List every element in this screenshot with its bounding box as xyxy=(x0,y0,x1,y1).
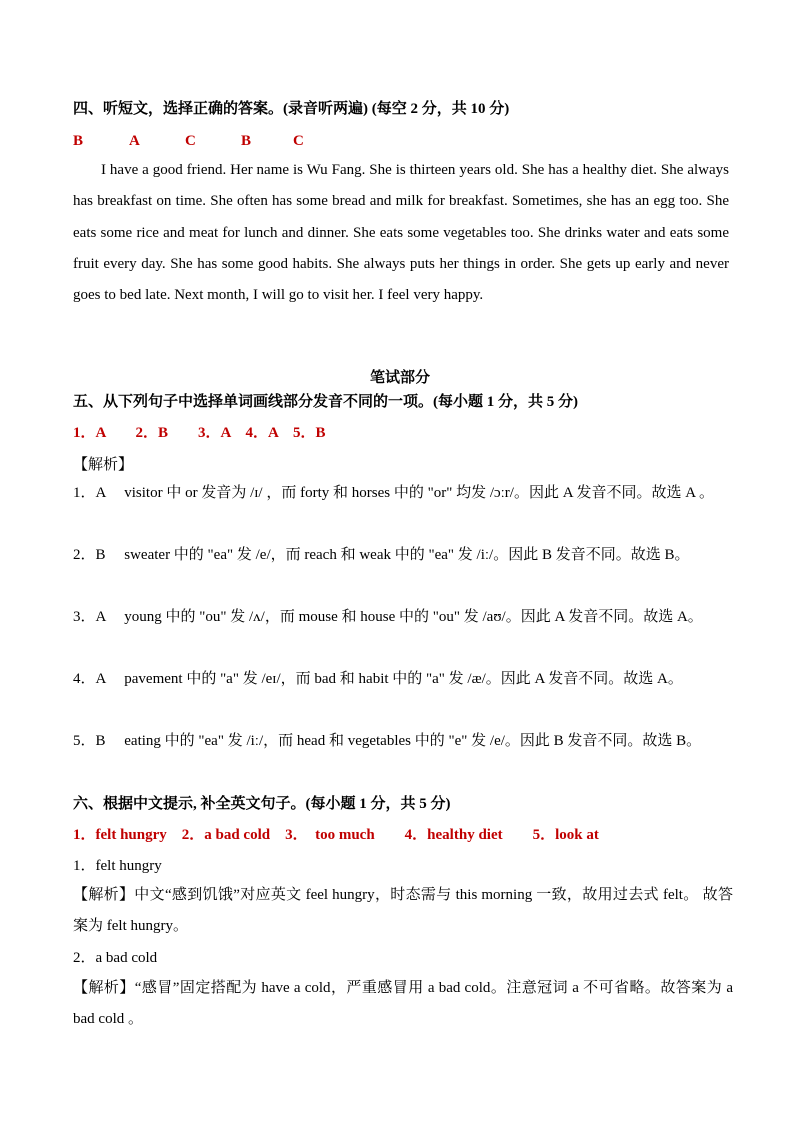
analysis-item-4: 4．A pavement 中的 "a" 发 /eɪ/，而 bad 和 habit 中的 "a" 发 /æ/。因此 A 发音不同。故选 A。 xyxy=(73,671,683,687)
answer-5: C xyxy=(293,133,304,149)
answer-3: C xyxy=(185,133,196,149)
item2-analysis: 【解析】“感冒”固定搭配为 have a cold，严重感冒用 a bad cold。注意冠词 a 不可省略。故答案为 a bad cold 。 xyxy=(73,980,733,1027)
analysis-item-3: 3．A young 中的 "ou" 发 /ʌ/，而 mouse 和 house 中的 "ou" 发 /aʊ/。因此 A 发音不同。故选 A。 xyxy=(73,609,703,625)
answer-2: A xyxy=(129,133,140,149)
item1-title: 1．felt hungry xyxy=(73,858,162,874)
item1-analysis: 【解析】中文“感到饥饿”对应英文 feel hungry，时态需与 this morning 一致，故用过去式 felt。 故答案为 felt hungry。 xyxy=(73,887,733,934)
section4-answers xyxy=(73,131,733,151)
section5-heading: 五、从下列句子中选择单词画线部分发音不同的一项。(每小题 1 分，共 5 分) xyxy=(73,394,578,410)
listening-passage: I have a good friend. Her name is Wu Fang. She is thirteen years old. She has a healthy diet. She always has breakfast on time. She often has some bread and milk for breakfast. Sometimes, she has an egg too. She eats some rice and meat for lunch and dinner. She eats some vegetables too. She drinks water and eats some fruit every day. She has some good habits. She always puts her things in order. She gets up early and never goes to bed late. Next month, I will go to visit her. I feel very happy. xyxy=(73,162,729,304)
section6-answers: 1．felt hungry 2．a bad cold 3． too much 4．healthy diet 5．look at xyxy=(73,827,599,843)
answer-1: B xyxy=(73,133,84,149)
analysis-item-5: 5．B eating 中的 "ea" 发 /iː/，而 head 和 vegetables 中的 "e" 发 /e/。因此 B 发音不同。故选 B。 xyxy=(73,733,702,749)
section4-heading: 四、听短文，选择正确的答案。(录音听两遍) (每空 2 分，共 10 分) xyxy=(73,101,510,117)
section5-answers: 1．A 2．B 3．A 4．A 5．B xyxy=(73,425,326,441)
section6-heading: 六、根据中文提示, 补全英文句子。(每小题 1 分，共 5 分) xyxy=(73,796,451,812)
analysis-label: 【解析】 xyxy=(73,457,134,473)
analysis-item-1: 1．A visitor 中 or 发音为 /ɪ/ ，而 forty 和 horses 中的 "or" 均发 /ɔːr/。因此 A 发音不同。故选 A 。 xyxy=(73,485,714,501)
answer-4: B xyxy=(241,133,252,149)
analysis-item-2: 2．B sweater 中的 "ea" 发 /e/，而 reach 和 weak 中的 "ea" 发 /iː/。因此 B 发音不同。故选 B。 xyxy=(73,547,690,563)
item2-title: 2．a bad cold xyxy=(73,950,158,966)
written-part-title: 笔试部分 xyxy=(369,370,430,386)
